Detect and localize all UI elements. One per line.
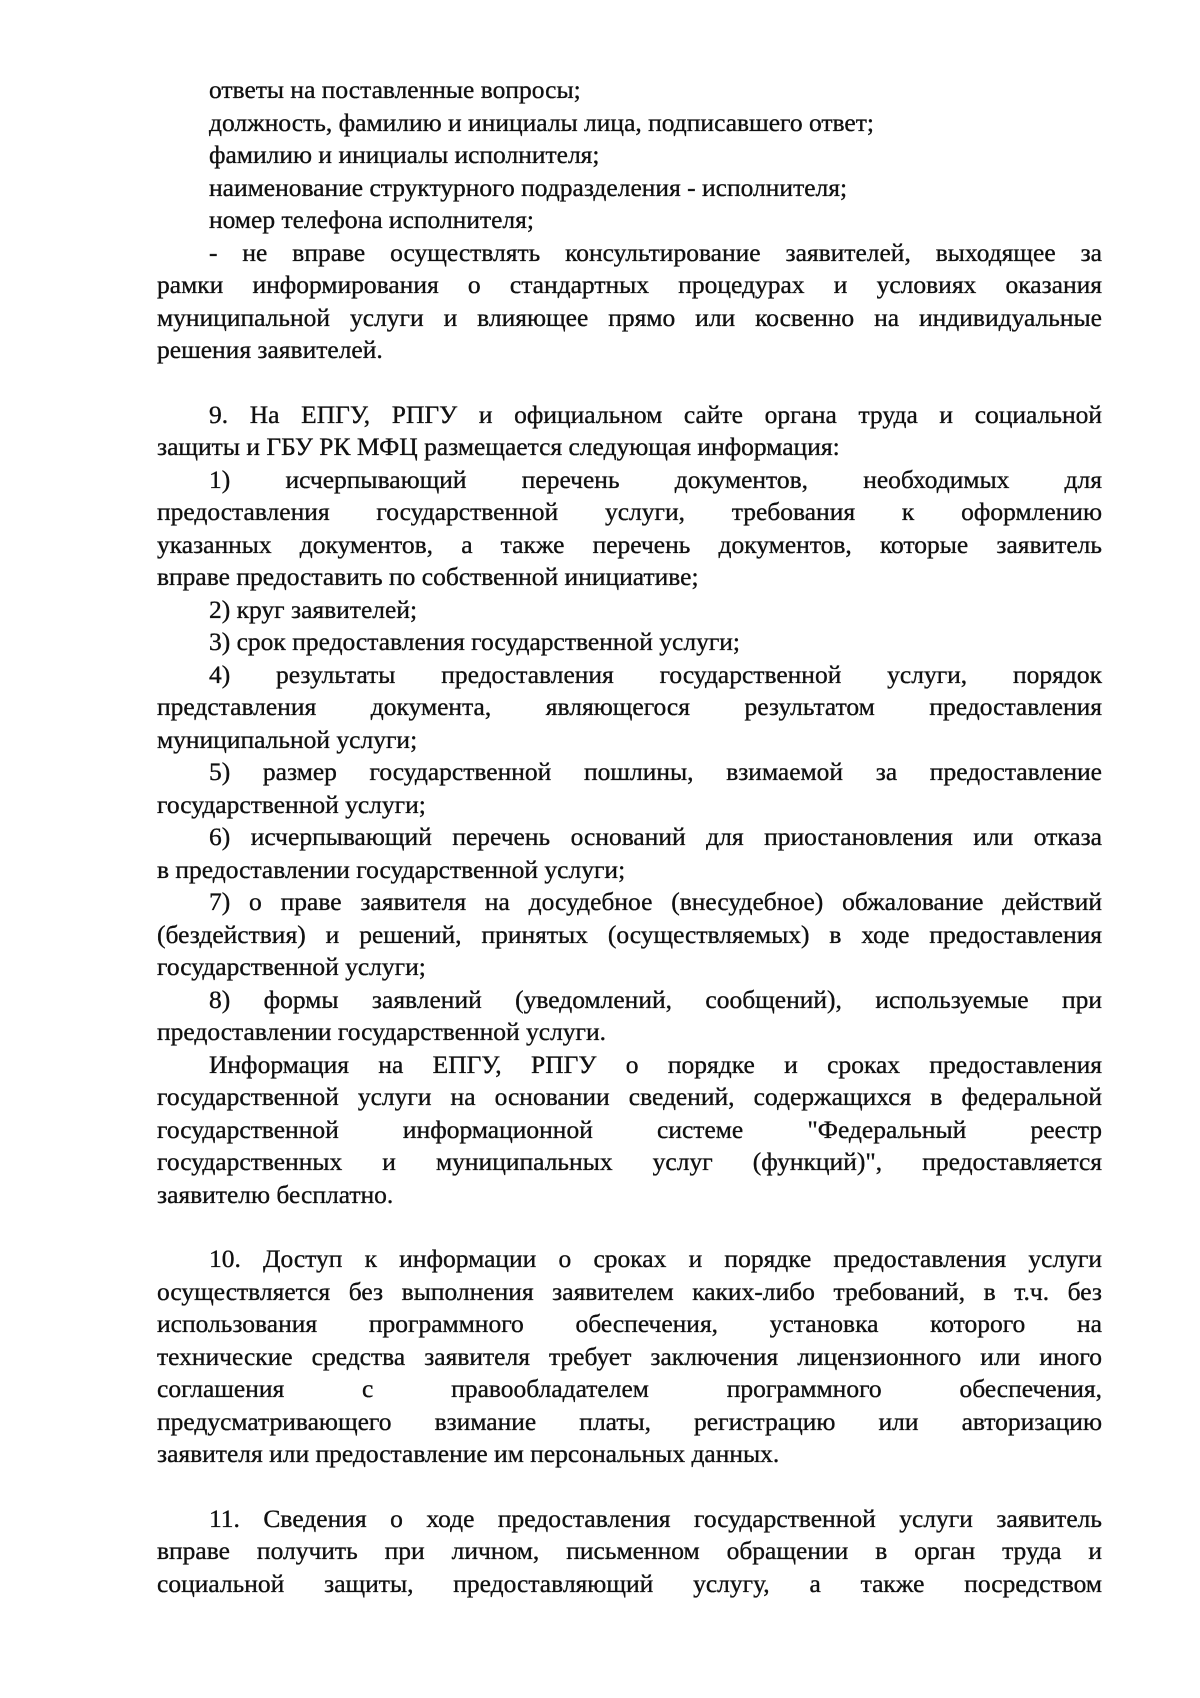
text-line: вправе получить при личном, письменном обращении в орган труда и [157, 1536, 1102, 1565]
paragraph-gap [157, 1211, 1102, 1243]
text-line: представления документа, являющегося результатом предоставления [157, 692, 1102, 721]
text-line: технические средства заявителя требует заключения лицензионного или иного [157, 1341, 1102, 1371]
list-item: ответы на поставленные вопросы; [209, 75, 581, 104]
text-line: государственной услуги; [157, 952, 426, 981]
text-line: муниципальной услуги; [157, 724, 418, 754]
list-item: должность, фамилию и инициалы лица, подписавшего ответ; [209, 107, 874, 137]
text-line: государственных и муниципальных услуг (функций)", предоставляется [157, 1147, 1102, 1176]
text-line: заявителя или предоставление им персональных данных. [157, 1439, 780, 1468]
text-line: указанных документов, а также перечень документов, которые заявитель [157, 529, 1102, 559]
list-item: наименование структурного подразделения - исполнителя; [209, 172, 848, 202]
list-item: 1) исчерпывающий перечень документов, необходимых для [209, 464, 1102, 494]
text-line: использования программного обеспечения, установка которого на [157, 1309, 1102, 1338]
text-line: - не вправе осуществлять консультирование заявителей, выходящее за [209, 237, 1102, 267]
paragraph-11-heading: 11. Сведения о ходе предоставления государственной услуги заявитель [209, 1503, 1102, 1533]
text-line: заявителю бесплатно. [157, 1179, 394, 1209]
document-body [157, 74, 1102, 1600]
list-item: номер телефона исполнителя; [209, 205, 534, 234]
paragraph-9-heading: 9. На ЕПГУ, РПГУ и официальном сайте органа труда и социальной [209, 399, 1102, 429]
text-line: решения заявителей. [157, 335, 383, 364]
list-item: фамилию и инициалы исполнителя; [209, 140, 600, 169]
text-line: рамки информирования о стандартных процедурах и условиях оказания [157, 270, 1102, 299]
list-item: 6) исчерпывающий перечень оснований для приостановления или отказа [209, 822, 1102, 851]
text-line: соглашения с правообладателем программного обеспечения, [157, 1374, 1102, 1403]
text-line: предоставлении государственной услуги. [157, 1017, 607, 1046]
text-line: в предоставлении государственной услуги; [157, 854, 626, 884]
text-line: вправе предоставить по собственной инициативе; [157, 562, 699, 591]
text-line: Информация на ЕПГУ, РПГУ о порядке и сроках предоставления [209, 1049, 1102, 1079]
text-line: защиты и ГБУ РК МФЦ размещается следующая информация: [157, 432, 840, 461]
text-line: осуществляется без выполнения заявителем каких-либо требований, в т.ч. без [157, 1276, 1102, 1306]
text-line: государственной услуги; [157, 789, 426, 819]
text-line: государственной услуги на основании сведений, содержащихся в федеральной [157, 1082, 1102, 1111]
text-line: предоставления государственной услуги, требования к оформлению [157, 497, 1102, 526]
paragraph-10-heading: 10. Доступ к информации о сроках и порядке предоставления услуги [209, 1244, 1102, 1273]
text-line: государственной информационной системе "Федеральный реестр [157, 1114, 1102, 1144]
list-item: 4) результаты предоставления государственной услуги, порядок [209, 659, 1102, 689]
text-line: (бездействия) и решений, принятых (осуществляемых) в ходе предоставления [157, 919, 1102, 949]
list-item: 8) формы заявлений (уведомлений, сообщений), используемые при [209, 984, 1102, 1014]
paragraph-gap [157, 1471, 1102, 1503]
text-line: социальной защиты, предоставляющий услугу, а также посредством [157, 1568, 1102, 1598]
paragraph-gap [157, 367, 1102, 399]
list-item: 3) срок предоставления государственной услуги; [209, 627, 741, 656]
text-line: муниципальной услуги и влияющее прямо или косвенно на индивидуальные [157, 302, 1102, 332]
list-item: 5) размер государственной пошлины, взимаемой за предоставление [209, 757, 1102, 786]
list-item: 7) о праве заявителя на досудебное (внесудебное) обжалование действий [209, 887, 1102, 916]
list-item: 2) круг заявителей; [209, 594, 418, 624]
text-line: предусматривающего взимание платы, регистрацию или авторизацию [157, 1406, 1102, 1436]
